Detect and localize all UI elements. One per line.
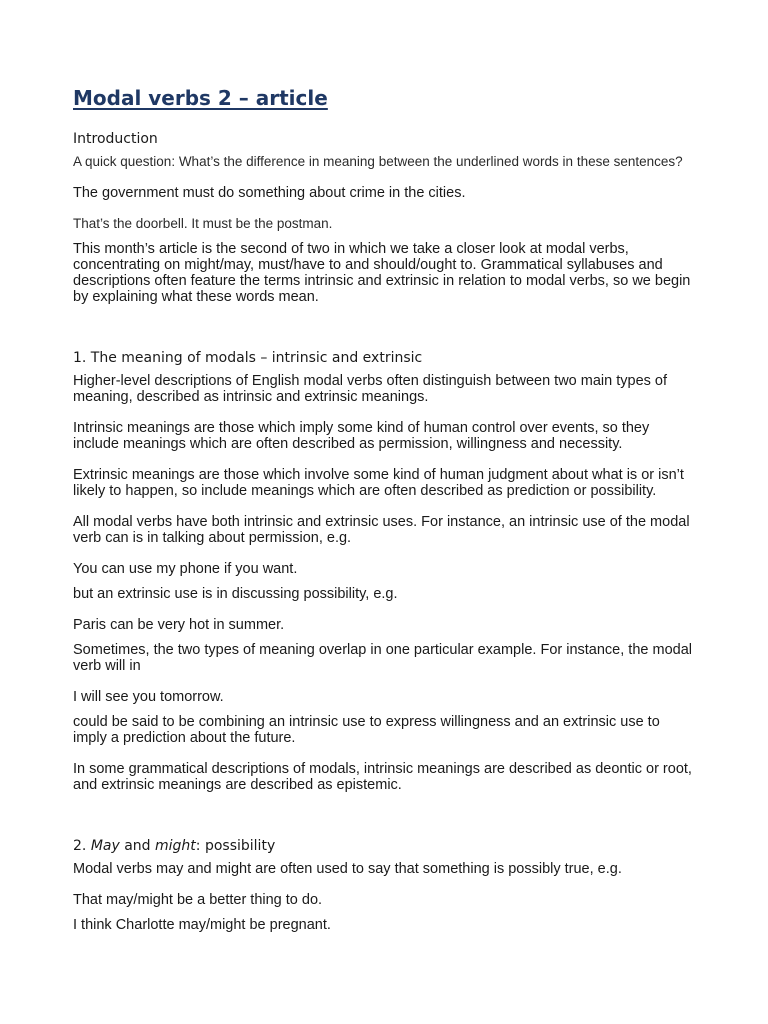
example-sentence: That may/might be a better thing to do. bbox=[73, 892, 323, 908]
heading-rest: : possibility bbox=[195, 838, 276, 854]
paragraph: Modal verbs may and might are often used to say that something is possibly true, e.g. bbox=[73, 861, 622, 877]
section-heading-meaning-of-modals: 1. The meaning of modals – intrinsic and extrinsic bbox=[73, 350, 423, 366]
example-sentence: I will see you tomorrow. bbox=[73, 689, 224, 705]
example-sentence: You can use my phone if you want. bbox=[73, 561, 298, 577]
example-sentence: I think Charlotte may/might be pregnant. bbox=[73, 917, 331, 933]
article bbox=[73, 84, 693, 942]
paragraph: Extrinsic meanings are those which involve some kind of human judgment about what is or isn’t likely to happen, so include meanings which are often described as prediction or possibility. bbox=[73, 467, 684, 499]
paragraph: could be said to be combining an intrinsic use to express willingness and an extrinsic use to imply a prediction about the future. bbox=[73, 714, 660, 746]
heading-word-might: might bbox=[155, 838, 196, 854]
heading-number: 2. bbox=[73, 838, 87, 854]
paragraph: Intrinsic meanings are those which imply some kind of human control over events, so they include meanings which are often described as permission, willingness and necessity. bbox=[73, 420, 650, 452]
paragraph: Sometimes, the two types of meaning overlap in one particular example. For instance, the modal verb will in bbox=[73, 642, 692, 674]
paragraph: All modal verbs have both intrinsic and extrinsic uses. For instance, an intrinsic use of the modal verb can is in talking about permission, e.g. bbox=[73, 514, 690, 546]
paragraph: Higher-level descriptions of English modal verbs often distinguish between two main types of meaning, described as intrinsic and extrinsic meanings. bbox=[73, 373, 668, 405]
article-title: Modal verbs 2 – article bbox=[73, 86, 328, 110]
example-sentence: That’s the doorbell. It must be the postman. bbox=[73, 216, 333, 231]
section-heading-introduction: Introduction bbox=[73, 131, 158, 147]
section-heading-may-might bbox=[73, 837, 693, 855]
example-sentence: Paris can be very hot in summer. bbox=[73, 617, 285, 633]
heading-word-and: and bbox=[124, 838, 151, 854]
paragraph: This month’s article is the second of two in which we take a closer look at modal verbs, concentrating on might/may, must/have to and should/ought to. Grammatical syllabuses and descriptions often feature the terms intrinsic and extrinsic in relation to modal verbs, so we begin by explaining what these words mean. bbox=[73, 241, 691, 305]
paragraph: In some grammatical descriptions of modals, intrinsic meanings are described as deontic or root, and extrinsic meanings are described as epistemic. bbox=[73, 761, 692, 793]
paragraph: but an extrinsic use is in discussing possibility, e.g. bbox=[73, 586, 398, 602]
heading-word-may: May bbox=[90, 838, 120, 854]
example-sentence: The government must do something about crime in the cities. bbox=[73, 185, 466, 201]
paragraph: A quick question: What’s the difference in meaning between the underlined words in these sentences? bbox=[73, 154, 683, 169]
